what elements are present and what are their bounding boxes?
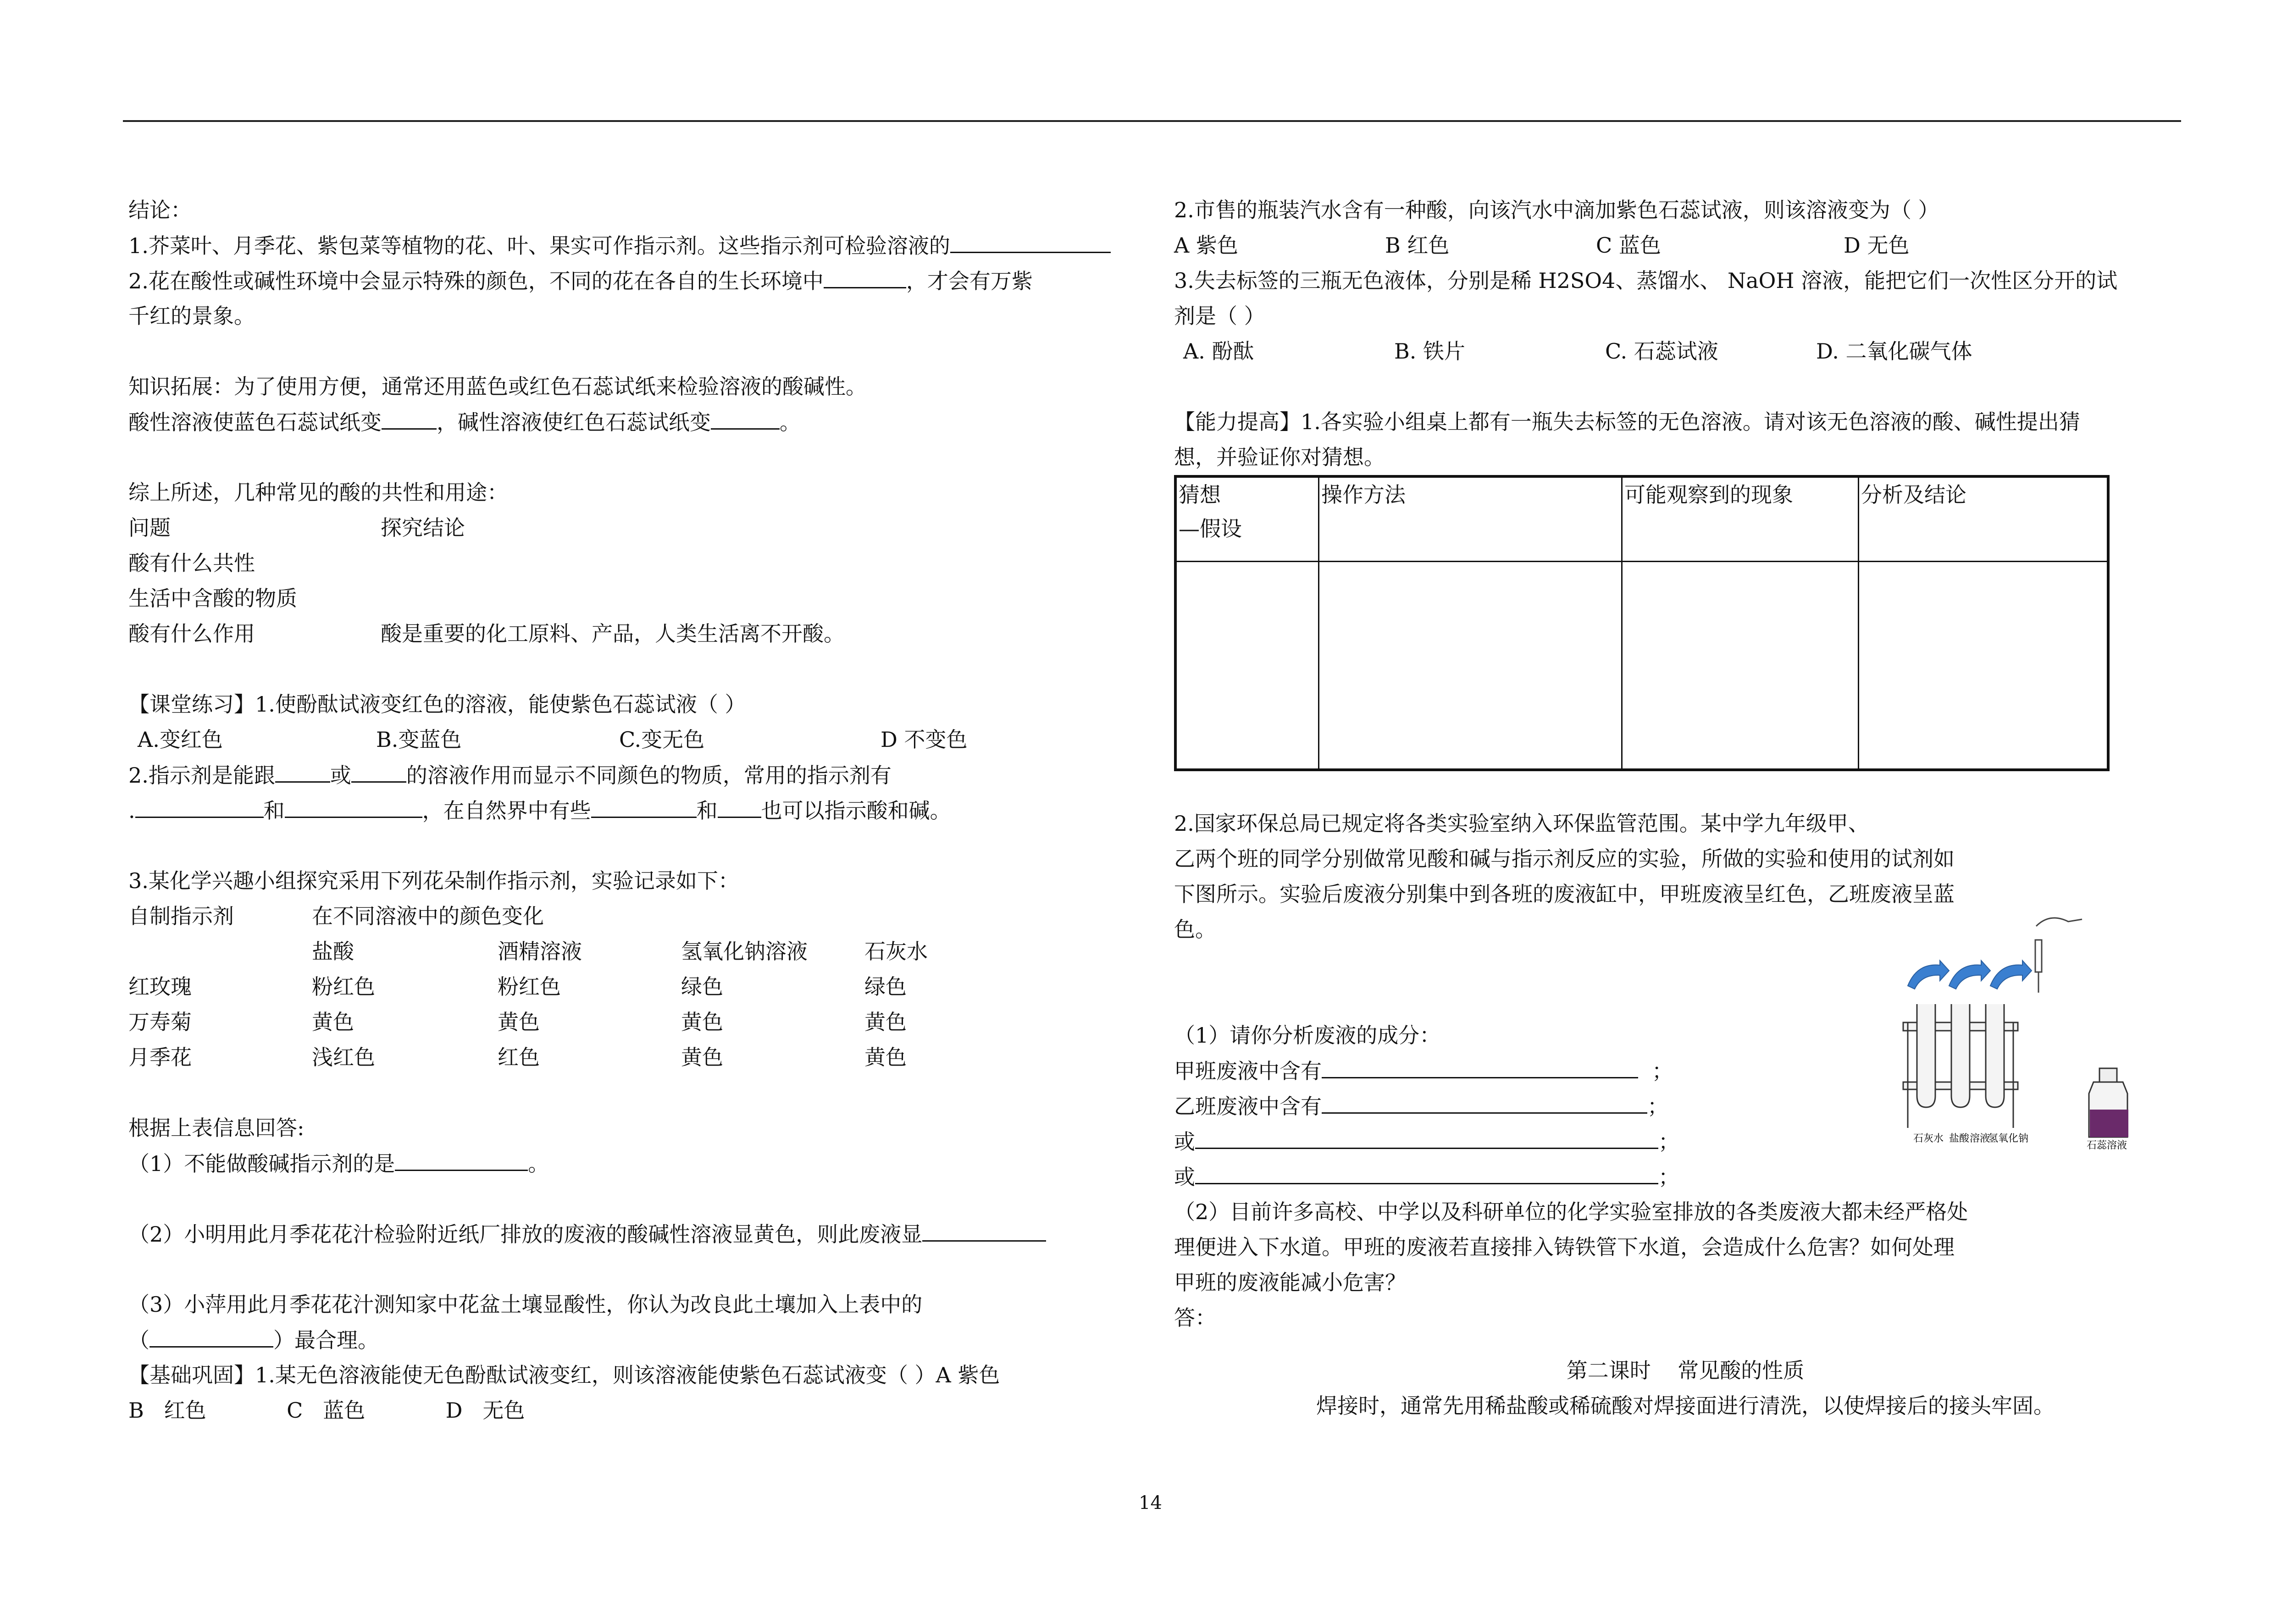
table-cell[interactable] (1622, 561, 1859, 770)
header-rule (123, 120, 2181, 122)
conclusion-2-cont: 千红的景象。 (128, 304, 255, 328)
sub-question-2-cont2: 甲班的废液能减小危害？ (1174, 1270, 1406, 1295)
or-line-2: 或 ； (1174, 1159, 2197, 1194)
svg-text:氢氧化钠: 氢氧化钠 (1988, 1133, 2029, 1144)
left-column (128, 193, 1169, 1428)
ability-1-cont: 想，并验证你对猜想。 (1174, 445, 1385, 470)
lesson-title: 第二课时 常见酸的性质 (1566, 1358, 1805, 1383)
sub-question-1: （1）请你分析废液的成分： (1174, 1023, 1441, 1048)
hypothesis-table (1174, 475, 2110, 771)
table-row: 万寿菊 黄色 黄色 黄色 黄色 (128, 1010, 907, 1034)
blank[interactable] (285, 793, 422, 818)
blank[interactable] (1195, 1124, 1658, 1149)
or-line-1: 或 ； (1174, 1124, 2197, 1159)
blank[interactable] (351, 757, 406, 783)
tube-rack-icon (1903, 1004, 2018, 1128)
summary-row-2: 生活中含酸的物质 (128, 586, 297, 611)
knowledge-extension: 知识拓展：为了使用方便，通常还用蓝色或红色石蕊试纸来检验溶液的酸碱性。 (128, 374, 867, 399)
basic-consolidation: 【基础巩固】1.某无色溶液能使无色酚酞试液变红，则该溶液能使紫色石蕊试液变（ ）A 紫色 (128, 1363, 1000, 1387)
blank[interactable] (950, 228, 1111, 253)
sub-question-2-cont: 理便进入下水道。甲班的废液若直接排入铸铁管下水道，会造成什么危害？如何处理 (1174, 1235, 1955, 1259)
class-exercise-2-cont: . 和 ，在自然界中有些 和 也可以指示酸和碱。 (128, 793, 1169, 828)
right-column (1174, 193, 2197, 1424)
litmus-bottle-icon (2089, 1068, 2128, 1137)
svg-text:盐酸: 盐酸 (1949, 1133, 1970, 1144)
answer-2: （2）小明用此月季花花汁检验附近纸厂排放的废液的酸碱性溶液显黄色，则此废液显 (128, 1216, 1169, 1252)
blank[interactable] (1195, 1159, 1658, 1184)
problem-2-line-3: 下图所示。实验后废液分别集中到各班的废液缸中，甲班废液呈红色，乙班废液呈蓝 (1174, 882, 1955, 906)
answer-label: 答： (1174, 1305, 1216, 1330)
table-cell[interactable] (1175, 561, 1319, 770)
problem-2-line-1: 2.国家环保总局已规定将各类实验室纳入环保监管范围。某中学九年级甲、 (1174, 811, 1869, 836)
answer-3-cont: （ ）最合理。 (128, 1322, 1169, 1358)
lesson-text: 焊接时，通常先用稀盐酸或稀硫酸对焊接面进行清洗，以使焊接后的接头牢固。 (1316, 1393, 2055, 1418)
question-3-options: A. 酚酞 B. 铁片 C. 石蕊试液 D. 二氧化碳气体 (1183, 339, 1972, 364)
summary-intro: 综上所述，几种常见的酸的共性和用途： (128, 480, 508, 505)
summary-row-3: 酸有什么作用 酸是重要的化工原料、产品，人类生活离不开酸。 (128, 621, 845, 646)
table-cell[interactable] (1859, 561, 2109, 770)
table-row: 月季花 浅红色 红色 黄色 黄色 (128, 1045, 907, 1070)
class-b-waste: 乙班废液中含有 ； (1174, 1088, 2197, 1124)
problem-2-line-4: 色。 (1174, 917, 1216, 942)
exercise-1-options: A.变红色 B.变蓝色 C.变无色 D 不变色 (138, 727, 968, 752)
answer-3: （3）小萍用此月季花花汁测知家中花盆土壤显酸性，你认为改良此土壤加入上表中的 (128, 1292, 923, 1317)
basic-options: B 红色 C 蓝色 D 无色 (128, 1398, 525, 1423)
table-row: 红玫瑰 粉红色 粉红色 绿色 绿色 (128, 974, 907, 999)
dropper-icon (2035, 918, 2082, 993)
ability-1: 【能力提高】1.各实验小组桌上都有一瓶失去标签的无色溶液。请对该无色溶液的酸、碱性提出猜 (1174, 409, 2080, 434)
blank[interactable] (922, 1216, 1046, 1242)
table-cell[interactable] (1319, 561, 1622, 770)
blank[interactable] (591, 793, 697, 818)
sub-question-2: （2）目前许多高校、中学以及科研单位的化学实验室排放的各类废液大都未经严格处 (1174, 1199, 1968, 1224)
blank[interactable] (1322, 1088, 1647, 1114)
blank[interactable] (150, 1322, 273, 1348)
summary-row-1: 酸有什么共性 (128, 551, 255, 575)
class-exercise-2: 2.指示剂是能跟 或 的溶液作用而显示不同颜色的物质，常用的指示剂有 (128, 757, 1169, 793)
question-2: 2.市售的瓶装汽水含有一种酸，向该汽水中滴加紫色石蕊试液，则该溶液变为（ ） (1174, 198, 1939, 222)
blank[interactable] (718, 793, 761, 818)
svg-text:石灰水: 石灰水 (1913, 1133, 1944, 1144)
table-header-cell: 分析及结论 (1859, 476, 2109, 561)
class-exercise-3: 3.某化学兴趣小组探究采用下列花朵制作指示剂，实验记录如下： (128, 868, 739, 893)
blank[interactable] (711, 404, 780, 430)
blank[interactable] (382, 404, 437, 430)
problem-2-line-2: 乙两个班的同学分别做常见酸和碱与指示剂反应的实验，所做的实验和使用的试剂如 (1174, 846, 1955, 871)
class-exercise-1: 【课堂练习】1.使酚酞试液变红色的溶液，能使紫色石蕊试液（ ） (128, 692, 746, 717)
answer-heading: 根据上表信息回答: (128, 1116, 305, 1140)
page-number: 14 (1139, 1492, 1162, 1514)
question-3-cont: 剂是（ ） (1174, 304, 1265, 328)
conclusion-1: 1.芥菜叶、月季花、紫包菜等植物的花、叶、果实可作指示剂。这些指示剂可检验溶液的 (128, 228, 1169, 263)
svg-text:溶液: 溶液 (1970, 1133, 1990, 1144)
svg-text:石蕊溶液: 石蕊溶液 (2087, 1140, 2127, 1151)
blank[interactable] (395, 1146, 528, 1171)
blank[interactable] (1322, 1053, 1638, 1078)
answer-1: （1）不能做酸碱指示剂的是 。 (128, 1146, 1169, 1181)
question-2-options: A 紫色 B 红色 C 蓝色 D 无色 (1174, 233, 1910, 258)
test-tube-illustration (1889, 912, 2165, 1151)
indicator-table: 自制指示剂 在不同溶液中的颜色变化 盐酸 酒精溶液 氢氧化钠溶液 石灰水 红玫瑰 粉红色 粉红色 绿色 绿色 万寿菊 黄色 黄色 黄色 黄色 月季花 浅红色 红色 黄色 黄色 (128, 899, 928, 1075)
blank[interactable] (824, 263, 906, 288)
table-header-cell: 可能观察到的现象 (1622, 476, 1859, 561)
class-a-waste: 甲班废液中含有 ； (1174, 1053, 2197, 1088)
blank[interactable] (275, 757, 330, 783)
table-header-cell: 操作方法 (1319, 476, 1622, 561)
question-3: 3.失去标签的三瓶无色液体，分别是稀 H2SO4、蒸馏水、 NaOH 溶液，能把它们一次性区分开的试 (1174, 268, 2118, 293)
litmus-line: 酸性溶液使蓝色石蕊试纸变 ，碱性溶液使红色石蕊试纸变 。 (128, 404, 1169, 440)
summary-header: 问题 探究结论 (128, 515, 465, 540)
experiment-figure (1889, 912, 2165, 1151)
table-header-cell: 猜想 —假设 (1175, 476, 1319, 561)
blank[interactable] (135, 793, 264, 818)
conclusion-2: 2.花在酸性或碱性环境中会显示特殊的颜色，不同的花在各自的生长环境中 ，才会有万紫 (128, 263, 1169, 298)
conclusion-heading: 结论： (128, 198, 192, 222)
drop-arrows-icon (1908, 961, 2032, 989)
